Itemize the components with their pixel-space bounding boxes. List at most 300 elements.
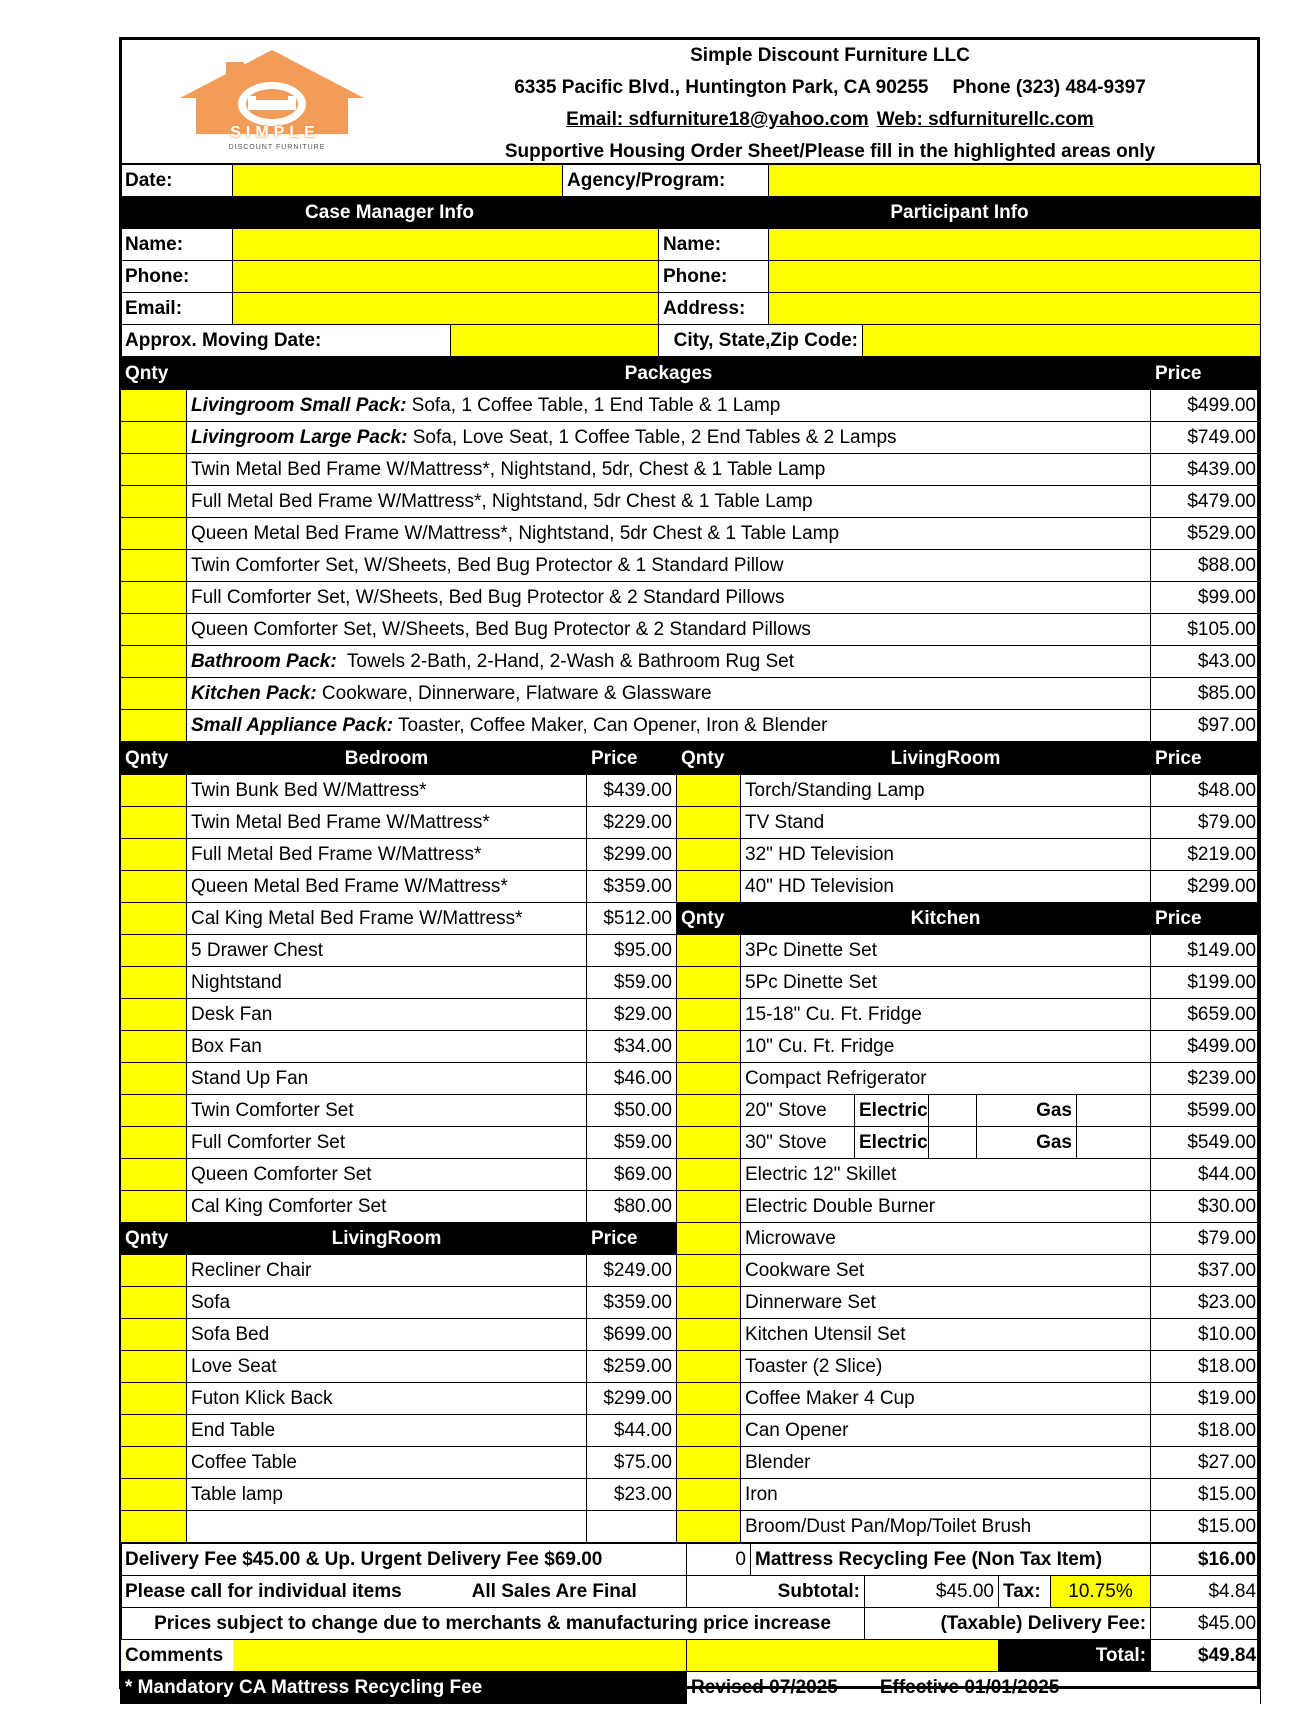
p-phone-field[interactable] (769, 261, 1261, 293)
package-price: $43.00 (1151, 646, 1261, 678)
kitchen-qty[interactable] (677, 1063, 741, 1095)
date-input[interactable] (237, 165, 558, 196)
livingroom_left-qty[interactable] (121, 1415, 187, 1447)
kitchen-header: Kitchen (741, 903, 1151, 935)
kitchen-item-price: $23.00 (1151, 1287, 1261, 1319)
livingroom_left-header: LivingRoom (187, 1223, 587, 1255)
livingroom_right-item-name: TV Stand (741, 807, 1151, 839)
moving-date-input[interactable] (455, 325, 654, 356)
kitchen-qty[interactable] (677, 1191, 741, 1223)
package-row (121, 550, 1261, 582)
livingroom_left-item-price: $359.00 (587, 1287, 677, 1319)
package-qty[interactable] (121, 646, 187, 678)
kitchen-item-price: $599.00 (1151, 1095, 1261, 1127)
livingroom_right-item-price: $48.00 (1151, 775, 1261, 807)
kitchen-item-price: $37.00 (1151, 1255, 1261, 1287)
agency-label: Agency/Program: (563, 165, 769, 197)
livingroom_left-item-price: $259.00 (587, 1351, 677, 1383)
company-logo (142, 46, 402, 156)
bedroom-qty[interactable] (121, 775, 187, 807)
package-row (121, 710, 1261, 742)
participant-header: Participant Info (659, 197, 1261, 229)
bedroom-item-price: $80.00 (587, 1191, 677, 1223)
kitchen-qty[interactable] (677, 1351, 741, 1383)
bedroom-item-price: $29.00 (587, 999, 677, 1031)
kitchen-qty[interactable] (677, 1319, 741, 1351)
bedroom-item-name: Box Fan (187, 1031, 587, 1063)
item-row (121, 1351, 1261, 1383)
effective-date: Effective 01/01/2025 (879, 1676, 1060, 1698)
mattress-fee: $16.00 (1151, 1544, 1261, 1576)
livingroom_left-qty[interactable] (121, 1287, 187, 1319)
package-qty[interactable] (121, 550, 187, 582)
kitchen-item-price: $239.00 (1151, 1063, 1261, 1095)
company-info (420, 40, 1240, 168)
kitchen-item-name: Compact Refrigerator (741, 1063, 1151, 1095)
final-text: All Sales Are Final (471, 1580, 637, 1602)
livingroom_left-qty[interactable] (121, 1511, 187, 1543)
package-qty[interactable] (121, 390, 187, 422)
stove-name: 30" Stove (741, 1127, 855, 1159)
kitchen-qty[interactable] (677, 1127, 741, 1159)
package-name: Small Appliance Pack: (191, 714, 394, 736)
package-row (121, 390, 1261, 422)
package-row (121, 678, 1261, 710)
package-price: $749.00 (1151, 422, 1261, 454)
package-price: $479.00 (1151, 486, 1261, 518)
bedroom-qty[interactable] (121, 999, 187, 1031)
bedroom-qty[interactable] (121, 1031, 187, 1063)
livingroom_left-item-name: Sofa Bed (187, 1319, 587, 1351)
bedroom-item-name: Queen Comforter Set (187, 1159, 587, 1191)
kitchen-item-name: Microwave (741, 1223, 1151, 1255)
kitchen-qty[interactable] (677, 1031, 741, 1063)
livingroom_right-item-name: 40" HD Television (741, 871, 1151, 903)
package-price: $85.00 (1151, 678, 1261, 710)
kitchen-item-price: $19.00 (1151, 1383, 1261, 1415)
kitchen-qty[interactable] (677, 967, 741, 999)
package-price: $97.00 (1151, 710, 1261, 742)
comments-label: Comments (125, 1644, 224, 1666)
company-address: 6335 Pacific Blvd., Huntington Park, CA 90255 (514, 77, 929, 98)
city-field[interactable] (863, 325, 1261, 357)
kitchen-qty[interactable] (677, 1255, 741, 1287)
kitchen-item-name: Electric 12" Skillet (741, 1159, 1151, 1191)
bedroom-qty[interactable] (121, 935, 187, 967)
kitchen-item-price: $549.00 (1151, 1127, 1261, 1159)
cm-phone-input[interactable] (237, 261, 654, 292)
package-price: $88.00 (1151, 550, 1261, 582)
subtotal-label: Subtotal: (687, 1576, 865, 1608)
bedroom-item-price: $512.00 (587, 903, 677, 935)
package-qty[interactable] (121, 614, 187, 646)
cm-phone-field[interactable] (233, 261, 659, 293)
bedroom-qty[interactable] (121, 839, 187, 871)
bedroom-qty[interactable] (121, 1191, 187, 1223)
bedroom-item-price: $229.00 (587, 807, 677, 839)
bedroom-qty[interactable] (121, 1063, 187, 1095)
items-table (120, 742, 1261, 1543)
kitchen-item-price: $499.00 (1151, 1031, 1261, 1063)
kitchen-item-price: $149.00 (1151, 935, 1261, 967)
livingroom_right-qty[interactable] (677, 807, 741, 839)
subtotal-value: $45.00 (865, 1576, 999, 1608)
kitchen-item-price: $27.00 (1151, 1447, 1261, 1479)
logo-subtitle: DISCOUNT FURNITURE (228, 144, 326, 151)
package-row (121, 646, 1261, 678)
package-contents: Queen Metal Bed Frame W/Mattress*, Nightstand, 5dr Chest & 1 Table Lamp (191, 522, 840, 544)
package-contents: Sofa, 1 Coffee Table, 1 End Table & 1 Lamp (406, 394, 781, 416)
package-description (187, 678, 1151, 710)
package-description (187, 550, 1151, 582)
bedroom-item-name: Stand Up Fan (187, 1063, 587, 1095)
bedroom-item-name: Twin Bunk Bed W/Mattress* (187, 775, 587, 807)
item-row (121, 1511, 1261, 1543)
item-row (121, 1255, 1261, 1287)
info-table (120, 164, 1261, 357)
packages-qnty-header: Qnty (121, 358, 187, 390)
kitchen-item-price: $15.00 (1151, 1479, 1261, 1511)
moving-date-field[interactable] (451, 325, 659, 357)
kitchen-item-price: $18.00 (1151, 1415, 1261, 1447)
bedroom-item-price: $59.00 (587, 967, 677, 999)
package-row (121, 422, 1261, 454)
gas-check[interactable] (1077, 1127, 1151, 1159)
bedroom-item-price: $359.00 (587, 871, 677, 903)
price-header: Price (587, 1223, 677, 1255)
bedroom-qty[interactable] (121, 871, 187, 903)
livingroom_left-item-name: Coffee Table (187, 1447, 587, 1479)
package-contents: Towels 2-Bath, 2-Hand, 2-Wash & Bathroom Rug Set (336, 650, 794, 672)
bedroom-qty[interactable] (121, 903, 187, 935)
agency-field[interactable] (769, 165, 1261, 197)
kitchen-qty[interactable] (677, 1223, 741, 1255)
bedroom-qty[interactable] (121, 1159, 187, 1191)
package-name: Kitchen Pack: (191, 682, 317, 704)
stove-name: 20" Stove (741, 1095, 855, 1127)
livingroom_right-item-price: $219.00 (1151, 839, 1261, 871)
p-phone-input[interactable] (773, 261, 1256, 292)
package-contents: Sofa, Love Seat, 1 Coffee Table, 2 End Tables & 2 Lamps (407, 426, 897, 448)
package-price: $499.00 (1151, 390, 1261, 422)
package-description (187, 454, 1151, 486)
package-qty[interactable] (121, 486, 187, 518)
livingroom_right-qty[interactable] (677, 775, 741, 807)
bedroom-item-price: $34.00 (587, 1031, 677, 1063)
comments-input[interactable] (691, 1640, 994, 1671)
sheet-subtitle: Supportive Housing Order Sheet/Please fill in the highlighted areas only (504, 141, 1156, 162)
packages-price-header: Price (1151, 358, 1261, 390)
bedroom-item-price: $50.00 (587, 1095, 677, 1127)
package-qty[interactable] (121, 518, 187, 550)
company-phone: Phone (323) 484-9397 (952, 77, 1146, 98)
kitchen-qty[interactable] (677, 1287, 741, 1319)
package-row (121, 518, 1261, 550)
cm-name-field[interactable] (233, 229, 659, 261)
package-description (187, 646, 1151, 678)
kitchen-item-name: Dinnerware Set (741, 1287, 1151, 1319)
bedroom-item-price: $59.00 (587, 1127, 677, 1159)
package-name: Livingroom Small Pack: (191, 394, 407, 416)
mattress-fee-label: Mattress Recycling Fee (Non Tax Item) (751, 1544, 1151, 1576)
electric-label: Electric (855, 1127, 929, 1159)
city-input[interactable] (867, 325, 1256, 356)
livingroom_left-item-name: Recliner Chair (187, 1255, 587, 1287)
delivery-fee-label: (Taxable) Delivery Fee: (865, 1608, 1151, 1640)
kitchen-qty[interactable] (677, 1383, 741, 1415)
livingroom_left-item-name: End Table (187, 1415, 587, 1447)
package-description (187, 422, 1151, 454)
item-row (121, 1159, 1261, 1191)
kitchen-item-name: Iron (741, 1479, 1151, 1511)
package-contents: Toaster, Coffee Maker, Can Opener, Iron & Blender (393, 714, 828, 736)
delivery-note: Delivery Fee $45.00 & Up. Urgent Delivery Fee $69.00 (121, 1544, 687, 1576)
package-row (121, 582, 1261, 614)
qnty-header: Qnty (121, 743, 187, 775)
bedroom-item-price: $299.00 (587, 839, 677, 871)
call-text: Please call for individual items (125, 1580, 402, 1602)
revision-info (687, 1672, 1261, 1704)
livingroom_left-item-price: $299.00 (587, 1383, 677, 1415)
qnty-header: Qnty (121, 1223, 187, 1255)
package-description (187, 710, 1151, 742)
date-field[interactable] (233, 165, 563, 197)
package-contents: Full Comforter Set, W/Sheets, Bed Bug Protector & 2 Standard Pillows (191, 586, 785, 608)
electric-check[interactable] (929, 1095, 977, 1127)
item-row (121, 1031, 1261, 1063)
bedroom-qty[interactable] (121, 967, 187, 999)
item-row (121, 967, 1261, 999)
date-label: Date: (121, 165, 233, 197)
bedroom-qty[interactable] (121, 1127, 187, 1159)
package-contents: Full Metal Bed Frame W/Mattress*, Nightstand, 5dr Chest & 1 Table Lamp (191, 490, 813, 512)
package-qty[interactable] (121, 582, 187, 614)
company-header (120, 38, 1260, 164)
livingroom_left-item-price: $44.00 (587, 1415, 677, 1447)
package-price: $529.00 (1151, 518, 1261, 550)
price-header: Price (1151, 903, 1261, 935)
livingroom_left-qty[interactable] (121, 1383, 187, 1415)
package-row (121, 486, 1261, 518)
totals-table (120, 1543, 1261, 1704)
bedroom-item-name: Twin Comforter Set (187, 1095, 587, 1127)
package-contents: Queen Comforter Set, W/Sheets, Bed Bug Protector & 2 Standard Pillows (191, 618, 811, 640)
livingroom_left-item-price: $75.00 (587, 1447, 677, 1479)
kitchen-item-price: $79.00 (1151, 1223, 1261, 1255)
electric-label: Electric (855, 1095, 929, 1127)
livingroom_left-item-name: Love Seat (187, 1351, 587, 1383)
kitchen-qty[interactable] (677, 1447, 741, 1479)
qnty-header: Qnty (677, 743, 741, 775)
case-manager-header: Case Manager Info (121, 197, 659, 229)
bedroom-item-price: $439.00 (587, 775, 677, 807)
bedroom-item-price: $95.00 (587, 935, 677, 967)
electric-check[interactable] (929, 1127, 977, 1159)
qnty-header: Qnty (677, 903, 741, 935)
kitchen-item-name: Can Opener (741, 1415, 1151, 1447)
package-name: Bathroom Pack: (191, 650, 337, 672)
kitchen-item-name: 15-18" Cu. Ft. Fridge (741, 999, 1151, 1031)
price-header: Price (587, 743, 677, 775)
kitchen-item-name: Electric Double Burner (741, 1191, 1151, 1223)
item-row (121, 1319, 1261, 1351)
item-row (121, 903, 1261, 935)
livingroom_right-item-name: 32" HD Television (741, 839, 1151, 871)
kitchen-item-price: $10.00 (1151, 1319, 1261, 1351)
item-row (121, 1383, 1261, 1415)
package-description (187, 518, 1151, 550)
kitchen-item-name: Coffee Maker 4 Cup (741, 1383, 1151, 1415)
p-name-label: Name: (659, 229, 769, 261)
item-row (121, 807, 1261, 839)
item-row (121, 1287, 1261, 1319)
livingroom_left-qty[interactable] (121, 1351, 187, 1383)
bedroom-item-price: $69.00 (587, 1159, 677, 1191)
livingroom_right-item-name: Torch/Standing Lamp (741, 775, 1151, 807)
cm-email-label: Email: (121, 293, 233, 325)
kitchen-item-name: Cookware Set (741, 1255, 1151, 1287)
cm-email-field[interactable] (233, 293, 659, 325)
kitchen-qty[interactable] (677, 1159, 741, 1191)
package-contents: Cookware, Dinnerware, Flatware & Glassware (316, 682, 712, 704)
kitchen-qty[interactable] (677, 1095, 741, 1127)
bedroom-item-name: Cal King Comforter Set (187, 1191, 587, 1223)
livingroom_left-item-price (587, 1511, 677, 1543)
company-email[interactable]: Email: sdfurniture18@yahoo.com (566, 109, 869, 130)
livingroom_left-qty[interactable] (121, 1319, 187, 1351)
package-description (187, 614, 1151, 646)
bedroom-header: Bedroom (187, 743, 587, 775)
package-qty[interactable] (121, 454, 187, 486)
call-note (121, 1576, 687, 1608)
bedroom-item-name: Twin Metal Bed Frame W/Mattress* (187, 807, 587, 839)
comments-field[interactable] (687, 1640, 999, 1672)
packages-header: Packages (187, 358, 1151, 390)
item-row (121, 1127, 1261, 1159)
livingroom_right-qty[interactable] (677, 871, 741, 903)
item-row (121, 935, 1261, 967)
company-name: Simple Discount Furniture LLC (690, 45, 970, 66)
p-address-input[interactable] (773, 293, 1256, 324)
item-row (121, 1095, 1261, 1127)
price-header: Price (1151, 743, 1261, 775)
package-price: $439.00 (1151, 454, 1261, 486)
livingroom_left-qty[interactable] (121, 1479, 187, 1511)
p-address-field[interactable] (769, 293, 1261, 325)
agency-input[interactable] (773, 165, 1256, 196)
cm-name-input[interactable] (237, 229, 654, 260)
gas-label: Gas (977, 1127, 1077, 1159)
package-row (121, 614, 1261, 646)
package-description (187, 390, 1151, 422)
item-row (121, 743, 1261, 775)
package-qty[interactable] (121, 678, 187, 710)
gas-label: Gas (977, 1095, 1077, 1127)
bedroom-item-name: Full Comforter Set (187, 1127, 587, 1159)
kitchen-qty[interactable] (677, 1415, 741, 1447)
kitchen-qty[interactable] (677, 935, 741, 967)
kitchen-item-price: $199.00 (1151, 967, 1261, 999)
livingroom_right-item-price: $299.00 (1151, 871, 1261, 903)
bedroom-qty[interactable] (121, 807, 187, 839)
package-qty[interactable] (121, 422, 187, 454)
package-price: $105.00 (1151, 614, 1261, 646)
item-row (121, 871, 1261, 903)
package-row (121, 454, 1261, 486)
comments-row[interactable] (121, 1640, 687, 1672)
item-row (121, 1479, 1261, 1511)
item-row (121, 1223, 1261, 1255)
gas-check[interactable] (1077, 1095, 1151, 1127)
package-description (187, 486, 1151, 518)
kitchen-item-name: Kitchen Utensil Set (741, 1319, 1151, 1351)
package-contents: Twin Comforter Set, W/Sheets, Bed Bug Protector & 1 Standard Pillow (191, 554, 784, 576)
mattress-qty[interactable]: 0 (687, 1544, 751, 1576)
p-phone-label: Phone: (659, 261, 769, 293)
kitchen-qty[interactable] (677, 999, 741, 1031)
cm-phone-label: Phone: (121, 261, 233, 293)
kitchen-qty[interactable] (677, 1511, 741, 1543)
bedroom-item-name: Nightstand (187, 967, 587, 999)
cm-name-label: Name: (121, 229, 233, 261)
total-label: Total: (999, 1640, 1151, 1672)
bedroom-item-price: $46.00 (587, 1063, 677, 1095)
company-web[interactable]: Web: sdfurniturellc.com (876, 109, 1094, 130)
logo-word: SIMPLE (230, 124, 320, 141)
livingroom_left-qty[interactable] (121, 1447, 187, 1479)
item-row (121, 839, 1261, 871)
packages-table (120, 357, 1261, 742)
city-label: City, State,Zip Code: (659, 325, 863, 357)
item-row (121, 775, 1261, 807)
livingroom_right-qty[interactable] (677, 839, 741, 871)
price-change-note: Prices subject to change due to merchants & manufacturing price increase (121, 1608, 865, 1640)
package-price: $99.00 (1151, 582, 1261, 614)
item-row (121, 1415, 1261, 1447)
p-address-label: Address: (659, 293, 769, 325)
mandatory-note: * Mandatory CA Mattress Recycling Fee (121, 1672, 687, 1704)
package-name: Livingroom Large Pack: (191, 426, 408, 448)
bedroom-qty[interactable] (121, 1095, 187, 1127)
livingroom_left-qty[interactable] (121, 1255, 187, 1287)
p-name-field[interactable] (769, 229, 1261, 261)
bedroom-item-name: Desk Fan (187, 999, 587, 1031)
delivery-fee-value: $45.00 (1151, 1608, 1261, 1640)
livingroom_left-item-name: Table lamp (187, 1479, 587, 1511)
tax-rate: 10.75% (1051, 1576, 1151, 1608)
kitchen-item-price: $18.00 (1151, 1351, 1261, 1383)
livingroom_left-item-price: $249.00 (587, 1255, 677, 1287)
revised-date: Revised 07/2025 (691, 1676, 838, 1698)
livingroom_left-item-name: Sofa (187, 1287, 587, 1319)
item-row (121, 1063, 1261, 1095)
kitchen-item-name: Toaster (2 Slice) (741, 1351, 1151, 1383)
p-name-input[interactable] (773, 229, 1256, 260)
bedroom-item-name: Cal King Metal Bed Frame W/Mattress* (187, 903, 587, 935)
livingroom_left-item-name (187, 1511, 587, 1543)
cm-email-input[interactable] (237, 293, 654, 324)
livingroom_left-item-price: $23.00 (587, 1479, 677, 1511)
kitchen-item-name: 10" Cu. Ft. Fridge (741, 1031, 1151, 1063)
bedroom-item-name: Queen Metal Bed Frame W/Mattress* (187, 871, 587, 903)
kitchen-item-name: Broom/Dust Pan/Mop/Toilet Brush (741, 1511, 1151, 1543)
package-qty[interactable] (121, 710, 187, 742)
livingroom_left-item-name: Futon Klick Back (187, 1383, 587, 1415)
order-sheet (120, 38, 1260, 1704)
bedroom-item-name: 5 Drawer Chest (187, 935, 587, 967)
kitchen-qty[interactable] (677, 1479, 741, 1511)
kitchen-item-name: 3Pc Dinette Set (741, 935, 1151, 967)
